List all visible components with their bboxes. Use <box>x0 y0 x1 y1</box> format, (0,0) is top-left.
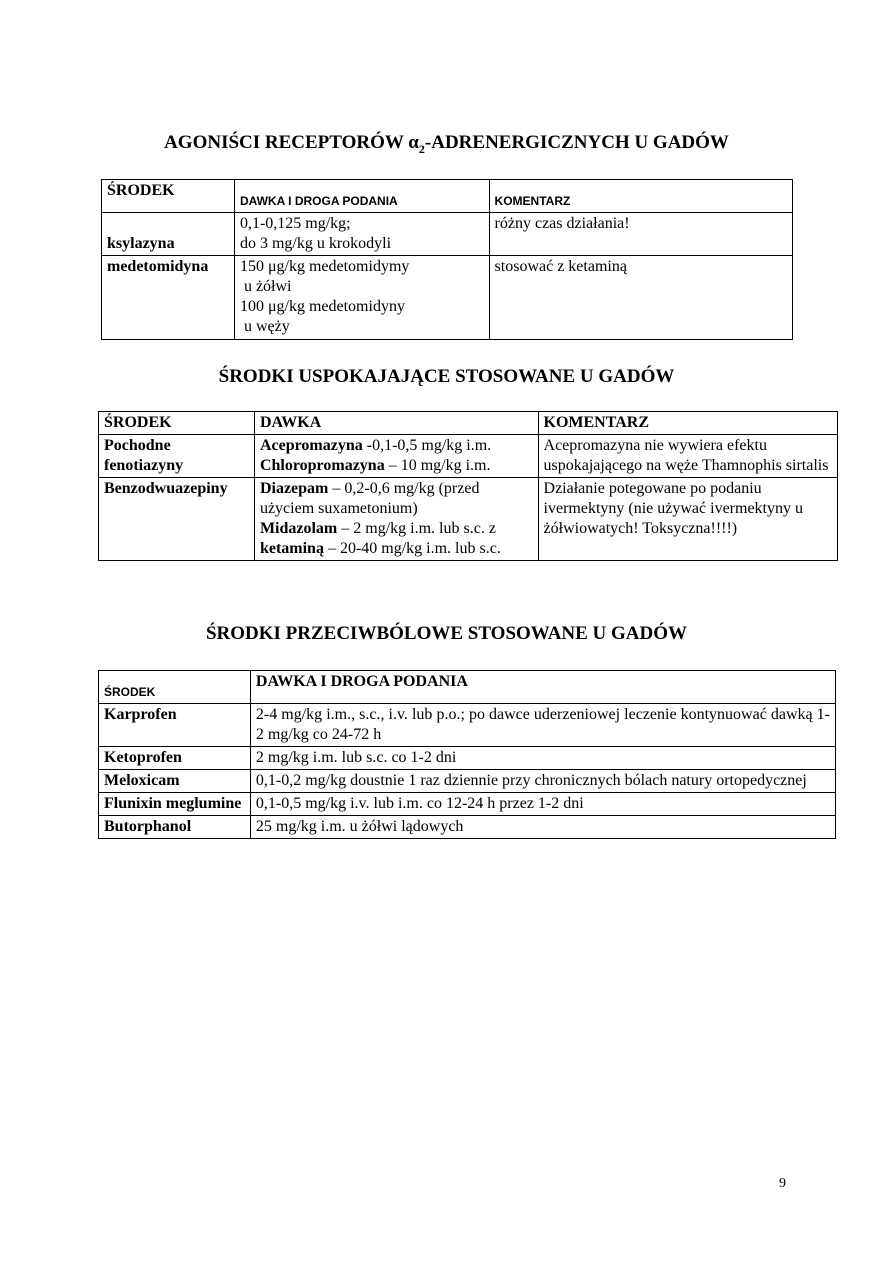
dose-cell: 0,1-0,125 mg/kg; do 3 mg/kg u krokodyli <box>234 213 489 256</box>
table-header-row <box>99 671 836 704</box>
table-row <box>99 816 836 839</box>
sedatives-table <box>98 411 838 561</box>
table-header-row <box>99 412 838 435</box>
page-number: 9 <box>779 1176 786 1191</box>
drug-name: Ketoprofen <box>99 747 251 770</box>
header-cell: DAWKA I DROGA PODANIA <box>234 180 489 213</box>
header-cell: ŚRODEK <box>99 671 251 704</box>
dose-cell: 0,1-0,5 mg/kg i.v. lub i.m. co 12-24 h przez 1-2 dni <box>250 793 835 816</box>
drug-name: medetomidyna <box>102 256 235 340</box>
section-title-sedatives: ŚRODKI USPOKAJAJĄCE STOSOWANE U GADÓW <box>218 366 675 387</box>
dose-cell: 25 mg/kg i.m. u żółwi lądowych <box>250 816 835 839</box>
drug-group: Benzodwuazepiny <box>99 478 255 561</box>
drug-name: Flunixin meglumine <box>99 793 251 816</box>
table-row <box>102 256 793 340</box>
dose-cell: 0,1-0,2 mg/kg doustnie 1 raz dziennie przy chronicznych bólach natury ortopedycznej <box>250 770 835 793</box>
header-cell: DAWKA I DROGA PODANIA <box>250 671 835 704</box>
table-header-row <box>102 180 793 213</box>
drug-name: Karprofen <box>99 704 251 747</box>
dose-cell: 150 μg/kg medetomidymy u żółwi 100 μg/kg medetomidyny u węży <box>234 256 489 340</box>
comment-cell: Acepromazyna nie wywiera efektu uspokajającego na węże Thamnophis sirtalis <box>538 435 837 478</box>
header-cell: KOMENTARZ <box>489 180 792 213</box>
section-title-analgesics: ŚRODKI PRZECIWBÓLOWE STOSOWANE U GADÓW <box>205 623 688 644</box>
dose-cell: 2 mg/kg i.m. lub s.c. co 1-2 dni <box>250 747 835 770</box>
comment-cell: stosować z ketaminą <box>489 256 792 340</box>
table-row <box>99 478 838 561</box>
comment-cell: różny czas działania! <box>489 213 792 256</box>
table-row <box>99 747 836 770</box>
header-cell: ŚRODEK <box>102 180 235 213</box>
header-cell: ŚRODEK <box>99 412 255 435</box>
drug-name: Butorphanol <box>99 816 251 839</box>
table-row <box>102 213 793 256</box>
drug-group: Pochodne fenotiazyny <box>99 435 255 478</box>
drug-name: Meloxicam <box>99 770 251 793</box>
dose-cell: 2-4 mg/kg i.m., s.c., i.v. lub p.o.; po dawce uderzeniowej leczenie kontynuować dawką 1-2 mg/kg co 24-72 h <box>250 704 835 747</box>
analgesics-table <box>98 670 836 839</box>
table-row <box>99 770 836 793</box>
section-title-agonists: AGONIŚCI RECEPTORÓW $\alpha_2$-ADRENERGICZNYCH U GADÓW <box>164 132 729 156</box>
comment-cell: Działanie potegowane po podaniu ivermektyny (nie używać ivermektyny u żółwiowatych! Toksyczna!!!!) <box>538 478 837 561</box>
agonists-table <box>101 179 793 340</box>
header-cell: KOMENTARZ <box>538 412 837 435</box>
drug-name: ksylazyna <box>102 213 235 256</box>
header-cell: DAWKA <box>254 412 538 435</box>
table-row <box>99 793 836 816</box>
table-row <box>99 704 836 747</box>
dose-cell: Acepromazyna -0,1-0,5 mg/kg i.m. Chloropromazyna – 10 mg/kg i.m. <box>254 435 538 478</box>
table-row <box>99 435 838 478</box>
dose-cell: Diazepam – 0,2-0,6 mg/kg (przed użyciem suxametonium) Midazolam – 2 mg/kg i.m. lub s.c. z ketaminą – 20-40 mg/kg i.m. lub s.c. <box>254 478 538 561</box>
